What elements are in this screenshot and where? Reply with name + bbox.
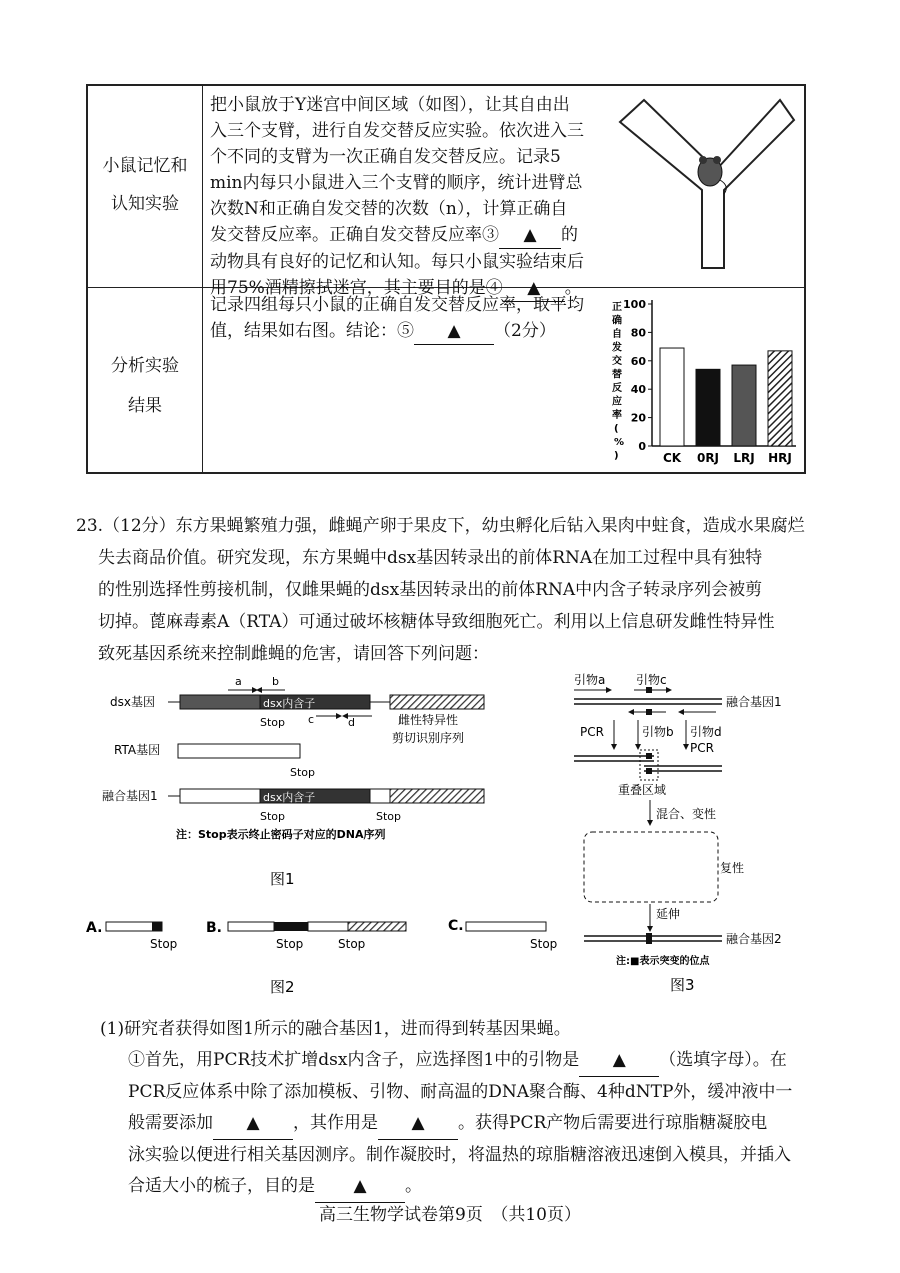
fig3-caption: 图3	[670, 976, 695, 994]
sub1-text: 般需要添加	[128, 1113, 213, 1133]
fusion-gene-1-label: 融合基因1	[102, 789, 158, 803]
sub1-text: 合适大小的梳子，目的是	[128, 1176, 315, 1196]
mutation-site-icon	[646, 687, 652, 693]
answer-blank-primer: ▲	[579, 1045, 659, 1077]
sub1-text: ①首先，用PCR技术扩增dsx内含子，应选择图1中的引物是	[128, 1050, 580, 1070]
subquestion-1	[100, 1014, 840, 1203]
question-line: 的性别选择性剪接机制，仅雌果蝇的dsx基因转录出的前体RNA中内含子转录序列会被剪	[98, 580, 763, 600]
row2-label-line1: 分析实验	[111, 356, 179, 376]
answer-blank-5: ▲	[414, 318, 494, 345]
primer-d-label: 引物d	[690, 725, 722, 739]
answer-blank-3: ▲	[499, 222, 561, 249]
rta-gene-label: RTA基因	[114, 743, 161, 757]
sub1-line: PCR反应体系中除了添加模板、引物、耐高温的DNA聚合酶、4种dNTP外，缓冲液中一	[128, 1082, 793, 1102]
table-vertical-divider	[202, 86, 203, 472]
question-line: 致死基因系统来控制雌蝇的危害，请回答下列问题：	[98, 644, 489, 664]
option-a-label: A.	[86, 920, 103, 936]
fig1-note: 注：Stop表示终止密码子对应的DNA序列	[176, 828, 386, 841]
mix-denature-label: 混合、变性	[656, 807, 717, 821]
sub1-text: ，其作用是	[293, 1113, 378, 1133]
question-line: 23.（12分）东方果蝇繁殖力强，雌蝇产卵于果皮下，幼虫孵化后钻入果肉中蛀食，造成水果腐烂	[76, 516, 805, 536]
y-tick-label: 40	[630, 383, 646, 397]
primer-b-down-arrowhead	[635, 744, 641, 750]
primer-d-down-arrowhead	[683, 744, 689, 750]
overlap-region-label: 重叠区域	[618, 783, 667, 797]
primer-b-arrowhead	[628, 709, 634, 715]
dsx-exon	[180, 695, 260, 709]
dsx-intron-label: dsx内含子	[263, 697, 316, 710]
row1-line: 入三个支臂，进行自发交替反应实验。依次进入三	[210, 121, 584, 141]
primer-d-arrowhead	[678, 709, 684, 715]
rta-gene-bar	[178, 744, 300, 758]
pcr-left-label: PCR	[580, 725, 604, 739]
row2-text	[210, 292, 610, 345]
y-tick-label: 0	[638, 440, 646, 453]
bar-lrj	[732, 365, 756, 446]
bar-ck	[660, 348, 684, 446]
option-b-intron	[274, 922, 308, 931]
stop-label: Stop	[530, 937, 558, 951]
experiment-table	[86, 84, 806, 474]
row1-line: 个不同的支臂为一次正确自发交替反应。记录5	[210, 147, 561, 167]
row2-line-text: 值，结果如右图。结论：⑤	[210, 321, 414, 341]
sub1-line: 泳实验以便进行相关基因测序。制作凝胶时，将温热的琼脂糖溶液迅速倒入模具，并插入	[128, 1145, 791, 1165]
female-specific-label: 雌性特异性	[398, 713, 459, 727]
primer-d-label: d	[348, 716, 355, 729]
primer-d-arrowhead	[342, 713, 348, 719]
row1-line: 动物具有良好的记忆和认知。每只小鼠实验结束后	[210, 252, 584, 272]
fusion-splice-seq	[390, 789, 484, 803]
stop-label: Stop	[260, 810, 286, 823]
row1-line-text: 用75%酒精擦拭迷宫，其主要目的是④	[210, 278, 503, 298]
question-line: 切掉。蓖麻毒素A（RTA）可通过破坏核糖体导致细胞死亡。利用以上信息研发雌性特异性	[98, 612, 775, 632]
primer-b-arrowhead	[256, 687, 262, 693]
stop-label: Stop	[338, 937, 366, 951]
row1-line	[210, 222, 610, 249]
chart-y-axis-label: 正确自发交替反应率( % )	[612, 302, 625, 462]
y-maze-figure	[610, 92, 800, 282]
splice-recognition-label: 剪切识别序列	[392, 731, 465, 745]
fusion-gene-1-label: 融合基因1	[726, 695, 782, 709]
y-tick-label: 100	[623, 298, 646, 311]
primer-c-label: 引物c	[636, 673, 667, 687]
row2-line: 记录四组每只小鼠的正确自发交替反应率，取平均	[210, 295, 584, 315]
mutation-site-icon	[646, 709, 652, 715]
option-c-label: C.	[448, 918, 464, 934]
mutation-site-icon	[646, 933, 652, 944]
primer-c-arrowhead	[336, 713, 342, 719]
figure-3	[570, 666, 840, 1001]
row2-line-tail: （2分）	[494, 321, 556, 341]
answer-blank-buffer: ▲	[213, 1108, 293, 1140]
row1-line: min内每只小鼠进入三个支臂的顺序，统计进臂总	[210, 173, 583, 193]
mix-arrowhead	[647, 820, 653, 826]
sub1-line	[100, 1171, 840, 1203]
fig3-note: 注:■表示突变的位点	[616, 956, 710, 967]
row1-line-text: 发交替反应率。正确自发交替反应率③	[210, 225, 499, 245]
extend-label: 延伸	[656, 907, 681, 921]
x-tick-label: 0RJ	[696, 451, 720, 465]
sub1-text: （选填字母）。在	[659, 1050, 787, 1070]
fig1-caption: 图1	[270, 870, 295, 888]
mouse-ear-icon	[713, 156, 721, 164]
x-tick-label: CK	[662, 451, 682, 465]
pcr-left-arrowhead	[611, 744, 617, 750]
option-b-label: B.	[206, 920, 222, 936]
mouse-ear-icon	[699, 156, 707, 164]
stop-label: Stop	[276, 937, 304, 951]
pcr-right-label: PCR	[690, 741, 714, 755]
sub1-line	[100, 1045, 840, 1077]
y-tick-label: 80	[630, 326, 646, 340]
row1-label-line1: 小鼠记忆和	[102, 156, 188, 176]
stop-label: Stop	[290, 766, 316, 779]
question-line: 失去商品价值。研究发现，东方果蝇中dsx基因转录出的前体RNA在加工过程中具有独特	[98, 548, 763, 568]
option-a-stop-block	[152, 922, 162, 931]
stop-label: Stop	[150, 937, 178, 951]
y-tick-label: 20	[630, 411, 646, 425]
primer-b-label: 引物b	[642, 725, 674, 739]
primer-c-label: c	[308, 713, 315, 726]
option-b-bar-mid	[308, 922, 348, 931]
renature-label: 复性	[720, 861, 745, 875]
option-b-bar-left	[228, 922, 274, 931]
fusion-gene-2-label: 融合基因2	[726, 932, 782, 946]
female-splice-seq	[390, 695, 484, 709]
row1-text	[210, 92, 610, 302]
fusion-rta-part	[180, 789, 260, 803]
row2-label-line2: 结果	[128, 396, 162, 416]
fig2-caption: 图2	[270, 978, 295, 996]
bar-0rj	[696, 369, 720, 446]
primer-b-label: b	[272, 675, 279, 688]
stop-label: Stop	[376, 810, 402, 823]
renature-blank-box	[584, 832, 718, 902]
row2-line	[210, 318, 610, 345]
y-tick-label: 60	[630, 354, 646, 368]
option-b-splice	[348, 922, 406, 931]
row1-line-tail: 的	[561, 225, 578, 245]
bar-hrj	[768, 351, 792, 446]
primer-a-label: 引物a	[574, 673, 606, 687]
sub1-text: 。获得PCR产物后需要进行琼脂糖凝胶电	[458, 1113, 768, 1133]
fusion-rta-tail	[370, 789, 390, 803]
row1-label-line2: 认知实验	[111, 194, 179, 214]
mutation-site-icon	[646, 768, 652, 774]
row1-line: 次数N和正确自发交替的次数（n），计算正确自	[210, 199, 568, 219]
x-tick-label: HRJ	[768, 451, 792, 465]
page-footer: 高三生物学试卷第9页 （共10页）	[319, 1205, 581, 1225]
sub1-line: (1)研究者获得如图1所示的融合基因1，进而得到转基因果蝇。	[100, 1019, 571, 1039]
option-c-bar	[466, 922, 546, 931]
x-tick-label: LRJ	[733, 451, 755, 465]
answer-blank-function: ▲	[378, 1108, 458, 1140]
stop-label: Stop	[260, 716, 286, 729]
primer-a-arrowhead	[606, 687, 612, 693]
sub1-text: 。	[405, 1176, 422, 1196]
answer-blank-comb: ▲	[315, 1171, 405, 1203]
primer-a-label: a	[235, 675, 242, 688]
extend-arrowhead	[647, 926, 653, 932]
mutation-site-icon	[646, 753, 652, 759]
primer-c-arrowhead	[666, 687, 672, 693]
row1-line-tail: 。	[564, 278, 582, 298]
sub1-line	[100, 1108, 840, 1140]
answer-blank-4: ▲	[503, 275, 565, 302]
figure-1-2	[80, 668, 560, 998]
row1-line: 把小鼠放于Y迷宫中间区域（如图），让其自由出	[210, 95, 570, 115]
question-23	[76, 510, 816, 670]
bar-chart	[604, 294, 804, 474]
dsx-gene-label: dsx基因	[110, 695, 155, 709]
fusion-intron-label: dsx内含子	[263, 791, 316, 804]
